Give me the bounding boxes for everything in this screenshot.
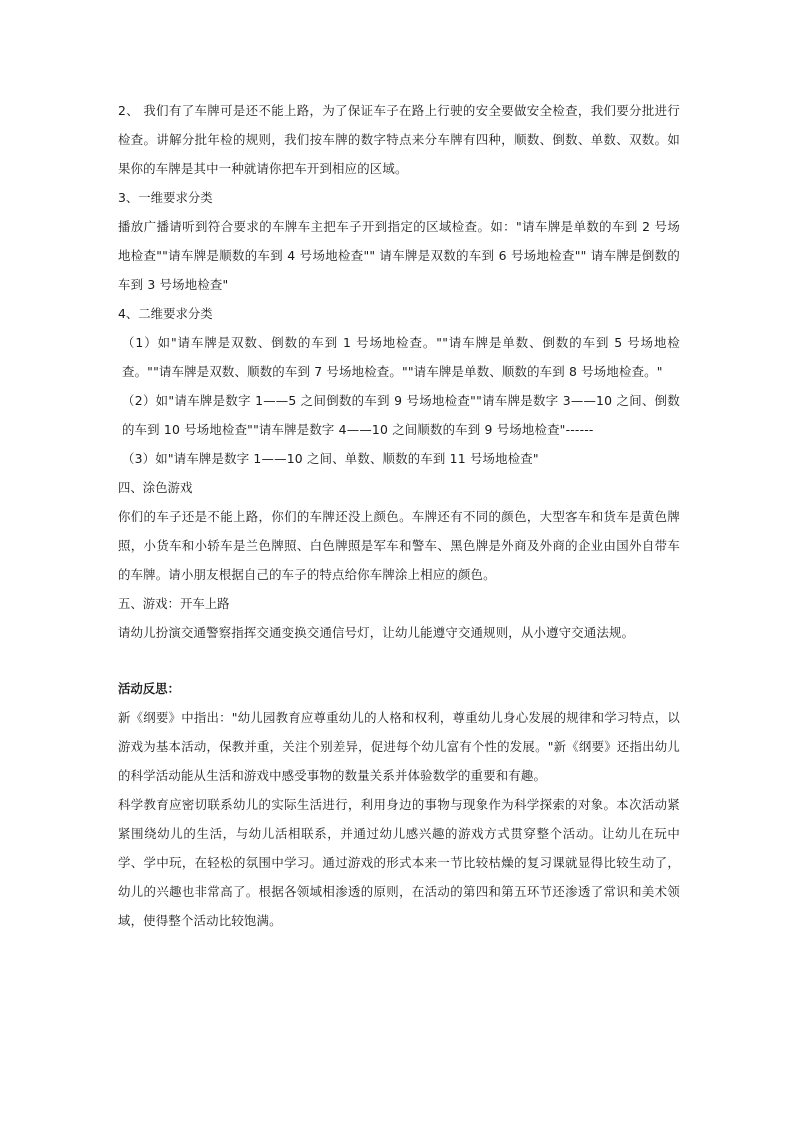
- paragraph-section-five: 请幼儿扮演交通警察指挥交通变换交通信号灯，让幼儿能遵守交通规则，从小遵守交通法规。: [118, 625, 635, 640]
- paragraph-step-4-item-1: （1）如"请车牌是双数、倒数的车到 1 号场地检查。""请车牌是单数、倒数的车到 5 号场地检查。""请车牌是双数、顺数的车到 7 号场地检查。""请车牌是单数、顺数的车到 8 号场地检查。": [122, 335, 680, 379]
- heading-section-four: 四、涂色游戏: [118, 480, 193, 495]
- heading-section-five: 五、游戏：开车上路: [118, 596, 230, 611]
- paragraph-step-3: 播放广播请听到符合要求的车牌车主把车子开到指定的区域检查。如："请车牌是单数的车到 2 号场地检查""请车牌是顺数的车到 4 号场地检查"" 请车牌是双数的车到 6 号场地检查"" 请车牌是倒数的车到 3 号场地检查": [118, 219, 680, 292]
- paragraph-reflection-2: 科学教育应密切联系幼儿的实际生活进行，利用身边的事物与现象作为科学探索的对象。本次活动紧紧围绕幼儿的生活，与幼儿活相联系，并通过幼儿感兴趣的游戏方式贯穿整个活动。让幼儿在玩中学、学中玩，在轻松的氛围中学习。通过游戏的形式本来一节比较枯燥的复习课就显得比较生动了，幼儿的兴趣也非常高了。根据各领域相渗透的原则，在活动的第四和第五环节还渗透了常识和美术领域，使得整个活动比较饱满。: [118, 797, 680, 928]
- paragraph-step-2: 2、 我们有了车牌可是还不能上路，为了保证车子在路上行驶的安全要做安全检查，我们要分批进行检查。讲解分批年检的规则，我们按车牌的数字特点来分车牌有四种，顺数、倒数、单数、双数。如果你的车牌是其中一种就请你把车开到相应的区域。: [118, 103, 680, 176]
- paragraph-section-four: 你们的车子还是不能上路，你们的车牌还没上颜色。车牌还有不同的颜色，大型客车和货车是黄色牌照，小货车和小轿车是兰色牌照、白色牌照是军车和警车、黑色牌是外商及外商的企业由国外自带车的车牌。请小朋友根据自己的车子的特点给你车牌涂上相应的颜色。: [118, 509, 680, 582]
- document-page: [118, 96, 680, 935]
- paragraph-step-4-item-2: （2）如"请车牌是数字 1——5 之间倒数的车到 9 号场地检查""请车牌是数字 3——10 之间、倒数的车到 10 号场地检查""请车牌是数字 4——10 之间顺数的车到 9 号场地检查"------: [122, 393, 680, 437]
- paragraph-step-4-item-3: （3）如"请车牌是数字 1——10 之间、单数、顺数的车到 11 号场地检查": [122, 451, 539, 466]
- paragraph-reflection-1: 新《纲要》中指出："幼儿园教育应尊重幼儿的人格和权利，尊重幼儿身心发展的规律和学习特点，以游戏为基本活动，保教并重，关注个别差异，促进每个幼儿富有个性的发展。"新《纲要》还指出幼儿的科学活动能从生活和游戏中感受事物的数量关系并体验数学的重要和有趣。: [118, 710, 680, 783]
- heading-reflection: 活动反思：: [118, 681, 180, 696]
- heading-step-3: 3、一维要求分类: [118, 190, 213, 205]
- heading-step-4: 4、二维要求分类: [118, 306, 213, 321]
- section-spacer: [118, 647, 680, 674]
